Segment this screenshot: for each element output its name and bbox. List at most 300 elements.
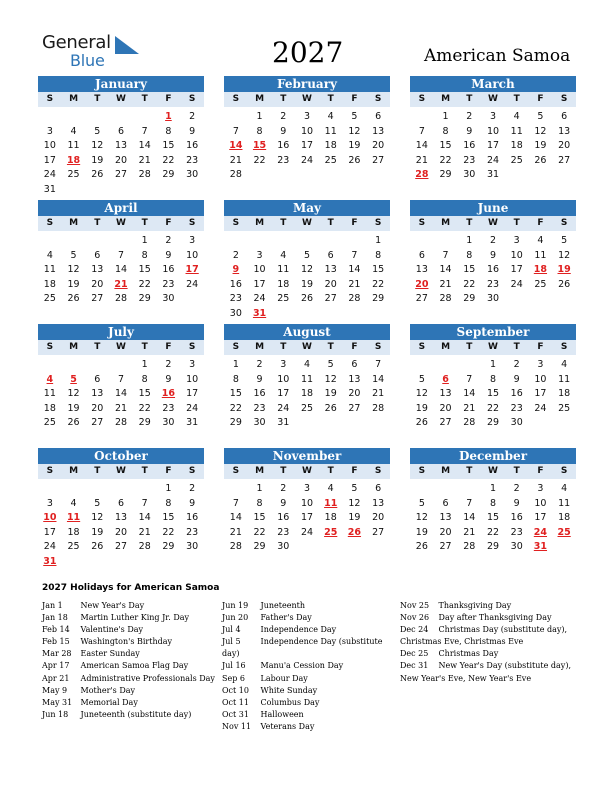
weekday-label: F <box>351 466 358 476</box>
day-cell: 16 <box>229 278 242 290</box>
day-cell: 27 <box>324 293 337 304</box>
weekday-label: T <box>280 466 287 476</box>
weekday-label: W <box>488 466 498 476</box>
day-cell: 24 <box>300 526 314 538</box>
day-cell: 29 <box>486 417 500 428</box>
day-cell: 1 <box>141 359 148 370</box>
day-cell: 18 <box>324 512 337 523</box>
day-cell: 24 <box>534 402 547 414</box>
weekday-label: T <box>513 466 520 476</box>
day-cell: 6 <box>375 483 382 494</box>
day-cell: 22 <box>439 154 452 166</box>
holiday-name: Father's Day <box>260 613 312 623</box>
holiday-column <box>222 600 400 733</box>
holiday-day-cell: 9 <box>232 264 240 275</box>
holiday-row <box>222 600 400 612</box>
holiday-date: Oct 31 <box>222 709 249 719</box>
day-cell: 29 <box>486 541 500 552</box>
day-cell: 22 <box>486 402 500 414</box>
day-cell: 9 <box>466 125 473 137</box>
month-title: November <box>224 448 390 464</box>
weekday-label: F <box>165 94 172 104</box>
holiday-date: Dec 25 <box>400 649 429 659</box>
weekday-label: F <box>537 342 544 352</box>
day-cell: 30 <box>229 307 242 319</box>
weekday-label: F <box>537 466 544 476</box>
weekday-label: M <box>255 218 265 228</box>
day-cell: 28 <box>463 417 476 428</box>
holiday-date: Feb 14 <box>42 625 70 635</box>
day-cell: 1 <box>489 359 497 370</box>
holiday-day-cell: 25 <box>324 526 338 538</box>
day-cell: 8 <box>489 373 497 385</box>
weekday-label: S <box>418 342 426 352</box>
day-cell: 22 <box>162 526 175 538</box>
day-cell: 4 <box>70 497 77 509</box>
day-cell: 20 <box>372 512 385 523</box>
day-cell: 24 <box>510 278 523 290</box>
day-cell: 25 <box>43 293 56 304</box>
day-cell: 19 <box>415 526 428 538</box>
holiday-date: Jul 16 <box>222 661 246 671</box>
day-cell: 23 <box>277 154 290 166</box>
holiday-day-cell: 20 <box>415 278 429 290</box>
day-cell: 9 <box>189 497 196 509</box>
holiday-row <box>42 685 220 697</box>
day-cell: 2 <box>189 111 196 122</box>
day-cell: 22 <box>138 278 151 290</box>
day-cell: 15 <box>162 140 175 151</box>
day-cell: 11 <box>277 264 290 275</box>
weekday-label: T <box>280 218 287 228</box>
weekday-label: S <box>232 218 240 228</box>
weekday-label: S <box>560 218 568 228</box>
day-cell: 13 <box>439 388 452 399</box>
day-cell: 15 <box>229 388 242 399</box>
day-cell: 16 <box>486 264 500 275</box>
holiday-name: Washington's Birthday <box>80 637 173 647</box>
holiday-name: Columbus Day <box>260 697 320 707</box>
day-cell: 12 <box>67 264 80 275</box>
holiday-row <box>222 624 400 636</box>
day-cell: 8 <box>165 497 172 509</box>
day-cell: 1 <box>165 483 172 494</box>
day-cell: 22 <box>463 278 476 290</box>
day-cell: 5 <box>94 497 101 509</box>
holiday-day-cell: 17 <box>185 264 199 275</box>
holiday-row <box>42 600 220 612</box>
day-cell: 3 <box>256 249 263 261</box>
weekday-label: S <box>188 218 196 228</box>
empty-cell <box>271 234 295 249</box>
weekday-label: S <box>418 218 426 228</box>
day-cell: 1 <box>256 483 263 494</box>
holiday-day-cell: 31 <box>252 307 267 319</box>
day-cell: 26 <box>91 541 104 552</box>
day-cell: 7 <box>232 497 239 509</box>
day-cell: 1 <box>256 111 263 122</box>
day-cell: 2 <box>189 483 196 494</box>
weekday-label: W <box>488 94 498 104</box>
holiday-row <box>222 612 400 624</box>
day-cell: 3 <box>280 359 287 370</box>
holiday-row <box>400 612 578 624</box>
empty-cell <box>62 234 86 249</box>
weekday-header <box>38 92 204 107</box>
day-cell: 27 <box>415 293 428 304</box>
day-cell: 19 <box>91 154 104 166</box>
weekday-label: M <box>69 466 79 476</box>
day-cell: 24 <box>186 402 199 414</box>
day-cell: 17 <box>510 264 523 275</box>
empty-cell <box>224 482 248 497</box>
day-cell: 26 <box>415 541 428 552</box>
day-cell: 25 <box>558 402 571 414</box>
holiday-row <box>400 660 578 684</box>
day-cell: 11 <box>67 140 80 151</box>
header <box>0 0 612 70</box>
month-june <box>410 200 576 307</box>
day-cell: 20 <box>348 388 361 399</box>
day-cell: 7 <box>232 125 239 137</box>
weekday-header <box>38 216 204 231</box>
day-cell: 12 <box>348 497 361 509</box>
day-cell: 6 <box>94 249 101 261</box>
weekday-label: S <box>232 342 240 352</box>
holiday-day-cell: 25 <box>557 526 571 538</box>
month-july <box>38 324 204 431</box>
day-cell: 22 <box>253 154 266 166</box>
day-cell: 13 <box>372 497 385 509</box>
day-cell: 8 <box>442 125 449 137</box>
day-cell: 6 <box>418 249 425 261</box>
weekday-label: W <box>488 342 498 352</box>
weekday-header <box>410 464 576 479</box>
day-cell: 24 <box>300 154 314 166</box>
day-cell: 2 <box>256 359 263 370</box>
holiday-day-cell: 10 <box>43 512 57 523</box>
empty-cell <box>62 482 86 497</box>
day-cell: 21 <box>114 402 128 414</box>
day-cell: 3 <box>489 111 497 122</box>
day-cell: 7 <box>351 249 358 261</box>
weekday-header <box>410 340 576 355</box>
holiday-row <box>42 636 220 648</box>
month-december <box>410 448 576 555</box>
weekday-label: W <box>302 218 312 228</box>
day-cell: 19 <box>67 402 80 414</box>
day-cell: 13 <box>439 512 452 523</box>
day-cell: 15 <box>253 512 266 523</box>
day-cell: 3 <box>513 235 520 246</box>
day-cell: 8 <box>375 249 382 261</box>
day-cell: 15 <box>486 512 500 523</box>
day-cell: 8 <box>141 373 148 385</box>
holiday-day-cell: 1 <box>165 111 172 122</box>
day-cell: 13 <box>558 125 571 137</box>
day-cell: 2 <box>466 111 473 122</box>
holiday-row <box>222 685 400 697</box>
day-cell: 29 <box>372 293 385 304</box>
day-cell: 15 <box>138 264 151 275</box>
holiday-name: Easter Sunday <box>80 649 140 659</box>
day-cell: 29 <box>229 417 242 428</box>
day-cell: 13 <box>91 388 104 399</box>
day-cell: 23 <box>162 278 175 290</box>
day-cell: 17 <box>486 140 500 151</box>
day-cell: 3 <box>46 125 53 137</box>
day-cell: 27 <box>114 169 128 180</box>
day-cell: 3 <box>537 483 544 494</box>
holiday-name: Administrative Professionals Day <box>80 673 215 683</box>
weekday-header <box>224 92 390 107</box>
holiday-name: Christmas Day <box>438 649 499 659</box>
weekday-label: M <box>441 342 451 352</box>
day-cell: 1 <box>466 235 473 246</box>
day-cell: 21 <box>138 526 151 538</box>
weekday-header <box>224 464 390 479</box>
empty-cell <box>457 482 481 497</box>
weekday-label: S <box>232 466 240 476</box>
day-cell: 14 <box>138 140 151 151</box>
day-cell: 2 <box>280 483 287 494</box>
weekday-label: M <box>441 94 451 104</box>
month-february <box>224 76 390 183</box>
holiday-name: Independence Day (substitute day) <box>222 637 383 659</box>
weekday-label: M <box>441 218 451 228</box>
holiday-column <box>400 600 578 685</box>
holiday-day-cell: 28 <box>415 169 429 180</box>
day-cell: 20 <box>91 402 104 414</box>
day-cell: 24 <box>486 154 500 166</box>
month-march <box>410 76 576 183</box>
weekday-header <box>224 340 390 355</box>
weekday-label: F <box>351 94 358 104</box>
day-cell: 19 <box>67 278 80 290</box>
weekday-label: T <box>466 218 473 228</box>
day-cell: 5 <box>351 483 358 494</box>
day-cell: 11 <box>43 388 56 399</box>
weekday-label: M <box>255 466 265 476</box>
day-cell: 8 <box>141 249 148 261</box>
day-cell: 11 <box>510 125 523 137</box>
day-cell: 12 <box>300 264 314 275</box>
day-cell: 10 <box>300 497 314 509</box>
day-cell: 18 <box>510 140 523 151</box>
day-cell: 14 <box>439 264 452 275</box>
generalblue-logo <box>42 32 142 70</box>
day-cell: 19 <box>348 140 361 151</box>
empty-cell <box>38 482 62 497</box>
weekday-label: W <box>116 218 126 228</box>
empty-cell <box>85 234 109 249</box>
day-cell: 26 <box>415 417 428 428</box>
day-cell: 30 <box>463 169 476 180</box>
day-cell: 7 <box>466 373 473 385</box>
empty-cell <box>457 358 481 373</box>
day-cell: 22 <box>138 402 151 414</box>
empty-cell <box>434 358 458 373</box>
day-cell: 1 <box>232 359 239 370</box>
day-cell: 28 <box>463 541 476 552</box>
weekday-label: W <box>488 218 498 228</box>
day-cell: 4 <box>327 483 334 494</box>
weekday-label: F <box>165 218 172 228</box>
day-cell: 29 <box>162 541 175 552</box>
day-cell: 4 <box>513 111 520 122</box>
day-cell: 5 <box>351 111 358 122</box>
month-october <box>38 448 204 569</box>
empty-cell <box>410 110 434 125</box>
day-cell: 5 <box>327 359 334 370</box>
holiday-name: White Sunday <box>260 685 318 695</box>
holiday-list-title: 2027 Holidays for American Samoa <box>42 583 220 593</box>
day-cell: 14 <box>114 264 128 275</box>
day-cell: 25 <box>43 417 56 428</box>
day-cell: 5 <box>418 373 425 385</box>
weekday-label: S <box>46 342 54 352</box>
day-cell: 4 <box>537 235 544 246</box>
day-cell: 10 <box>186 249 199 261</box>
day-cell: 6 <box>117 497 125 509</box>
holiday-row <box>42 660 220 672</box>
day-cell: 25 <box>534 278 547 290</box>
weekday-label: F <box>351 218 358 228</box>
day-cell: 14 <box>348 264 361 275</box>
day-cell: 9 <box>489 249 497 261</box>
day-cell: 9 <box>280 497 287 509</box>
holiday-date: Mar 28 <box>42 649 72 659</box>
day-cell: 14 <box>229 512 242 523</box>
day-cell: 15 <box>486 388 500 399</box>
day-cell: 23 <box>162 402 175 414</box>
day-cell: 18 <box>277 278 290 290</box>
day-cell: 3 <box>189 235 196 246</box>
day-cell: 24 <box>43 541 56 552</box>
day-cell: 13 <box>114 140 128 151</box>
weekday-label: S <box>188 94 196 104</box>
holiday-day-cell: 24 <box>533 526 548 538</box>
empty-cell <box>109 110 133 125</box>
day-grid <box>410 110 576 183</box>
holiday-name: Thanksgiving Day <box>438 601 512 610</box>
holiday-name: Veterans Day <box>260 721 315 731</box>
day-cell: 14 <box>415 140 428 151</box>
empty-cell <box>248 234 272 249</box>
weekday-label: W <box>116 466 126 476</box>
month-title: June <box>410 200 576 216</box>
day-cell: 2 <box>280 111 287 122</box>
month-may <box>224 200 390 321</box>
day-cell: 31 <box>277 417 290 428</box>
day-cell: 7 <box>442 249 449 261</box>
day-cell: 21 <box>463 402 476 414</box>
holiday-date: Nov 26 <box>400 613 430 623</box>
holiday-day-cell: 31 <box>43 555 57 567</box>
day-cell: 3 <box>303 111 311 122</box>
day-cell: 2 <box>232 249 239 261</box>
day-cell: 17 <box>186 388 199 399</box>
day-cell: 19 <box>91 526 104 538</box>
day-cell: 7 <box>141 497 148 509</box>
holiday-date: Feb 15 <box>42 637 70 647</box>
day-cell: 27 <box>439 541 452 552</box>
day-cell: 1 <box>375 235 382 246</box>
day-cell: 15 <box>463 264 476 275</box>
holiday-day-cell: 5 <box>70 373 77 385</box>
day-cell: 19 <box>415 402 428 414</box>
day-cell: 10 <box>534 497 547 509</box>
weekday-label: M <box>69 218 79 228</box>
day-cell: 28 <box>229 541 242 552</box>
weekday-label: T <box>94 342 101 352</box>
holiday-row <box>400 648 578 660</box>
day-cell: 27 <box>439 417 452 428</box>
month-september <box>410 324 576 431</box>
holiday-date: Apr 21 <box>42 673 70 683</box>
day-cell: 12 <box>91 512 104 523</box>
holiday-date: May 31 <box>42 697 73 707</box>
holiday-name: Halloween <box>260 709 304 719</box>
holiday-date: Dec 31 <box>400 661 429 671</box>
day-cell: 9 <box>165 249 172 261</box>
day-cell: 28 <box>348 293 361 304</box>
holiday-name: Christmas Day (substitute day), Christmas Eve, Christmas Eve <box>400 625 568 647</box>
day-grid <box>224 234 390 321</box>
day-grid <box>224 110 390 183</box>
holiday-date: Jan 18 <box>42 613 68 623</box>
day-cell: 11 <box>43 264 56 275</box>
weekday-label: S <box>46 466 54 476</box>
empty-cell <box>295 234 319 249</box>
day-cell: 30 <box>186 169 199 180</box>
day-cell: 10 <box>534 373 547 385</box>
weekday-label: S <box>418 466 426 476</box>
day-cell: 4 <box>280 249 287 261</box>
empty-cell <box>62 110 86 125</box>
weekday-label: S <box>560 466 568 476</box>
holiday-date: Nov 11 <box>222 721 252 731</box>
empty-cell <box>410 358 434 373</box>
day-cell: 23 <box>186 154 199 166</box>
empty-cell <box>109 234 133 249</box>
day-cell: 20 <box>114 154 128 166</box>
day-grid <box>410 482 576 555</box>
day-cell: 31 <box>43 183 56 195</box>
weekday-label: T <box>466 342 473 352</box>
holiday-date: Jul 5 <box>222 637 241 647</box>
weekday-label: M <box>255 94 265 104</box>
weekday-label: T <box>327 218 334 228</box>
day-cell: 22 <box>253 526 266 538</box>
day-cell: 15 <box>372 264 385 275</box>
holiday-day-cell: 11 <box>324 497 338 509</box>
day-cell: 13 <box>324 264 337 275</box>
holiday-name: Mother's Day <box>80 685 136 695</box>
weekday-header <box>410 92 576 107</box>
holiday-date: Sep 6 <box>222 673 245 683</box>
weekday-label: S <box>374 466 382 476</box>
day-cell: 19 <box>324 388 337 399</box>
weekday-label: W <box>302 342 312 352</box>
day-cell: 18 <box>558 388 571 399</box>
day-cell: 3 <box>46 497 53 509</box>
holiday-name: American Samoa Flag Day <box>80 661 189 671</box>
day-cell: 18 <box>67 526 80 538</box>
day-cell: 10 <box>43 140 56 151</box>
day-cell: 6 <box>442 497 449 509</box>
day-cell: 11 <box>300 373 314 385</box>
